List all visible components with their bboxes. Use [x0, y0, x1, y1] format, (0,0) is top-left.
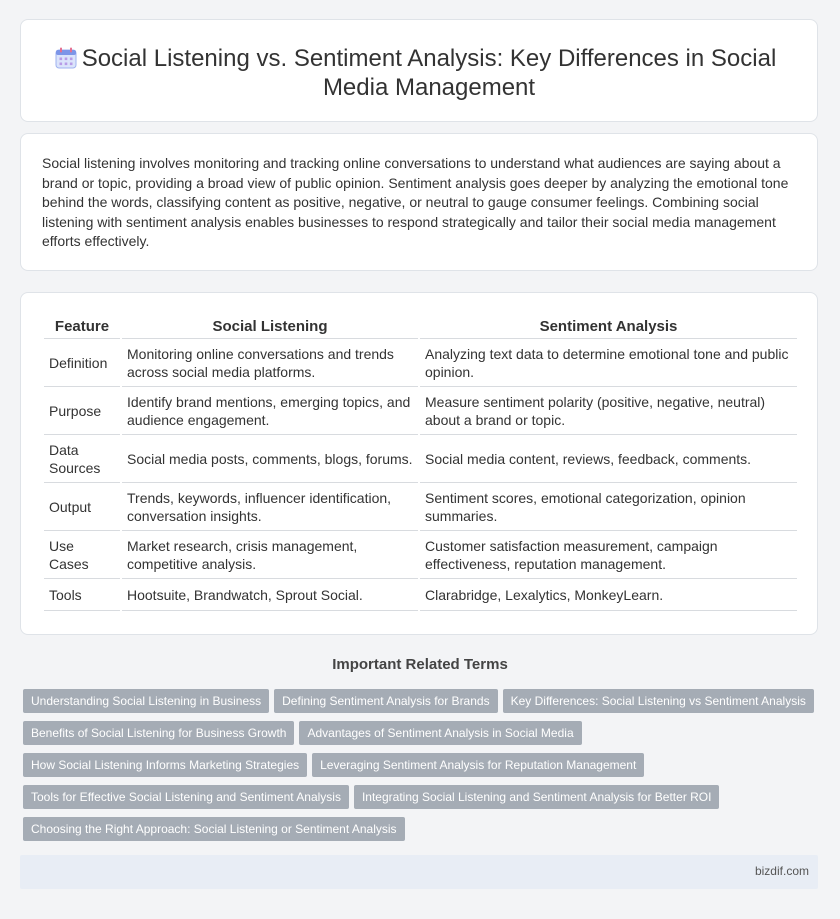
table-cell-sentiment-analysis: Customer satisfaction measurement, campaign effectiveness, reputation management.	[420, 531, 797, 579]
table-row	[44, 531, 797, 579]
column-header-social-listening: Social Listening	[122, 317, 418, 339]
table-row	[44, 387, 797, 435]
table-cell-feature: Use Cases	[44, 531, 120, 579]
table-cell-feature: Output	[44, 483, 120, 531]
table-row	[44, 579, 797, 611]
table-cell-feature: Data Sources	[44, 435, 120, 483]
related-term-tag[interactable]: Choosing the Right Approach: Social Listening or Sentiment Analysis	[23, 817, 405, 841]
table-header-row	[44, 317, 797, 339]
comparison-table	[42, 317, 799, 611]
related-term-tag[interactable]: Tools for Effective Social Listening and Sentiment Analysis	[23, 785, 349, 809]
column-header-feature: Feature	[44, 317, 120, 339]
tag-row	[23, 689, 823, 721]
page-title: Social Listening vs. Sentiment Analysis: Key Differences in Social Media Management	[81, 45, 777, 101]
table-cell-social-listening: Hootsuite, Brandwatch, Sprout Social.	[122, 579, 418, 611]
table-cell-social-listening: Identify brand mentions, emerging topics, and audience engagement.	[122, 387, 418, 435]
related-term-tag[interactable]: Integrating Social Listening and Sentiment Analysis for Better ROI	[354, 785, 720, 809]
intro-card	[20, 133, 818, 271]
related-terms-list	[23, 689, 823, 849]
comparison-table-card	[20, 292, 818, 635]
table-row	[44, 435, 797, 483]
table-cell-sentiment-analysis: Social media content, reviews, feedback, comments.	[420, 435, 797, 483]
related-term-tag[interactable]: Key Differences: Social Listening vs Sentiment Analysis	[503, 689, 814, 713]
related-term-tag[interactable]: Leveraging Sentiment Analysis for Reputation Management	[312, 753, 644, 777]
related-terms-heading: Important Related Terms	[332, 656, 508, 673]
tag-row	[23, 785, 823, 817]
table-cell-sentiment-analysis: Measure sentiment polarity (positive, negative, neutral) about a brand or topic.	[420, 387, 797, 435]
tag-row	[23, 721, 823, 753]
column-header-sentiment-analysis: Sentiment Analysis	[420, 317, 797, 339]
table-cell-feature: Tools	[44, 579, 120, 611]
tag-row	[23, 753, 823, 785]
table-cell-feature: Purpose	[44, 387, 120, 435]
table-cell-sentiment-analysis: Sentiment scores, emotional categorization, opinion summaries.	[420, 483, 797, 531]
footer	[20, 855, 818, 889]
table-cell-social-listening: Market research, crisis management, competitive analysis.	[122, 531, 418, 579]
table-row	[44, 339, 797, 387]
related-term-tag[interactable]: Understanding Social Listening in Business	[23, 689, 269, 713]
table-cell-social-listening: Trends, keywords, influencer identification, conversation insights.	[122, 483, 418, 531]
intro-paragraph: Social listening involves monitoring and tracking online conversations to understand what audiences are saying about a brand or topic, providing a broad view of public opinion. Sentiment analysis goes deeper by analyzing the emotional tone behind the words, classifying content as positive, negative, or neutral to gauge consumer feelings. Combining social listening with sentiment analysis enables businesses to respond strategically and tailor their social media management efforts effectively.	[42, 155, 789, 250]
footer-site-link[interactable]: bizdif.com	[754, 864, 809, 878]
table-cell-sentiment-analysis: Clarabridge, Lexalytics, MonkeyLearn.	[420, 579, 797, 611]
table-cell-feature: Definition	[44, 339, 120, 387]
table-row	[44, 483, 797, 531]
related-term-tag[interactable]: Benefits of Social Listening for Business Growth	[23, 721, 294, 745]
related-term-tag[interactable]: How Social Listening Informs Marketing Strategies	[23, 753, 307, 777]
table-cell-social-listening: Monitoring online conversations and trends across social media platforms.	[122, 339, 418, 387]
related-term-tag[interactable]: Advantages of Sentiment Analysis in Social Media	[299, 721, 581, 745]
table-cell-social-listening: Social media posts, comments, blogs, forums.	[122, 435, 418, 483]
related-term-tag[interactable]: Defining Sentiment Analysis for Brands	[274, 689, 497, 713]
tag-row	[23, 817, 823, 849]
table-cell-sentiment-analysis: Analyzing text data to determine emotional tone and public opinion.	[420, 339, 797, 387]
header-card	[20, 19, 818, 122]
